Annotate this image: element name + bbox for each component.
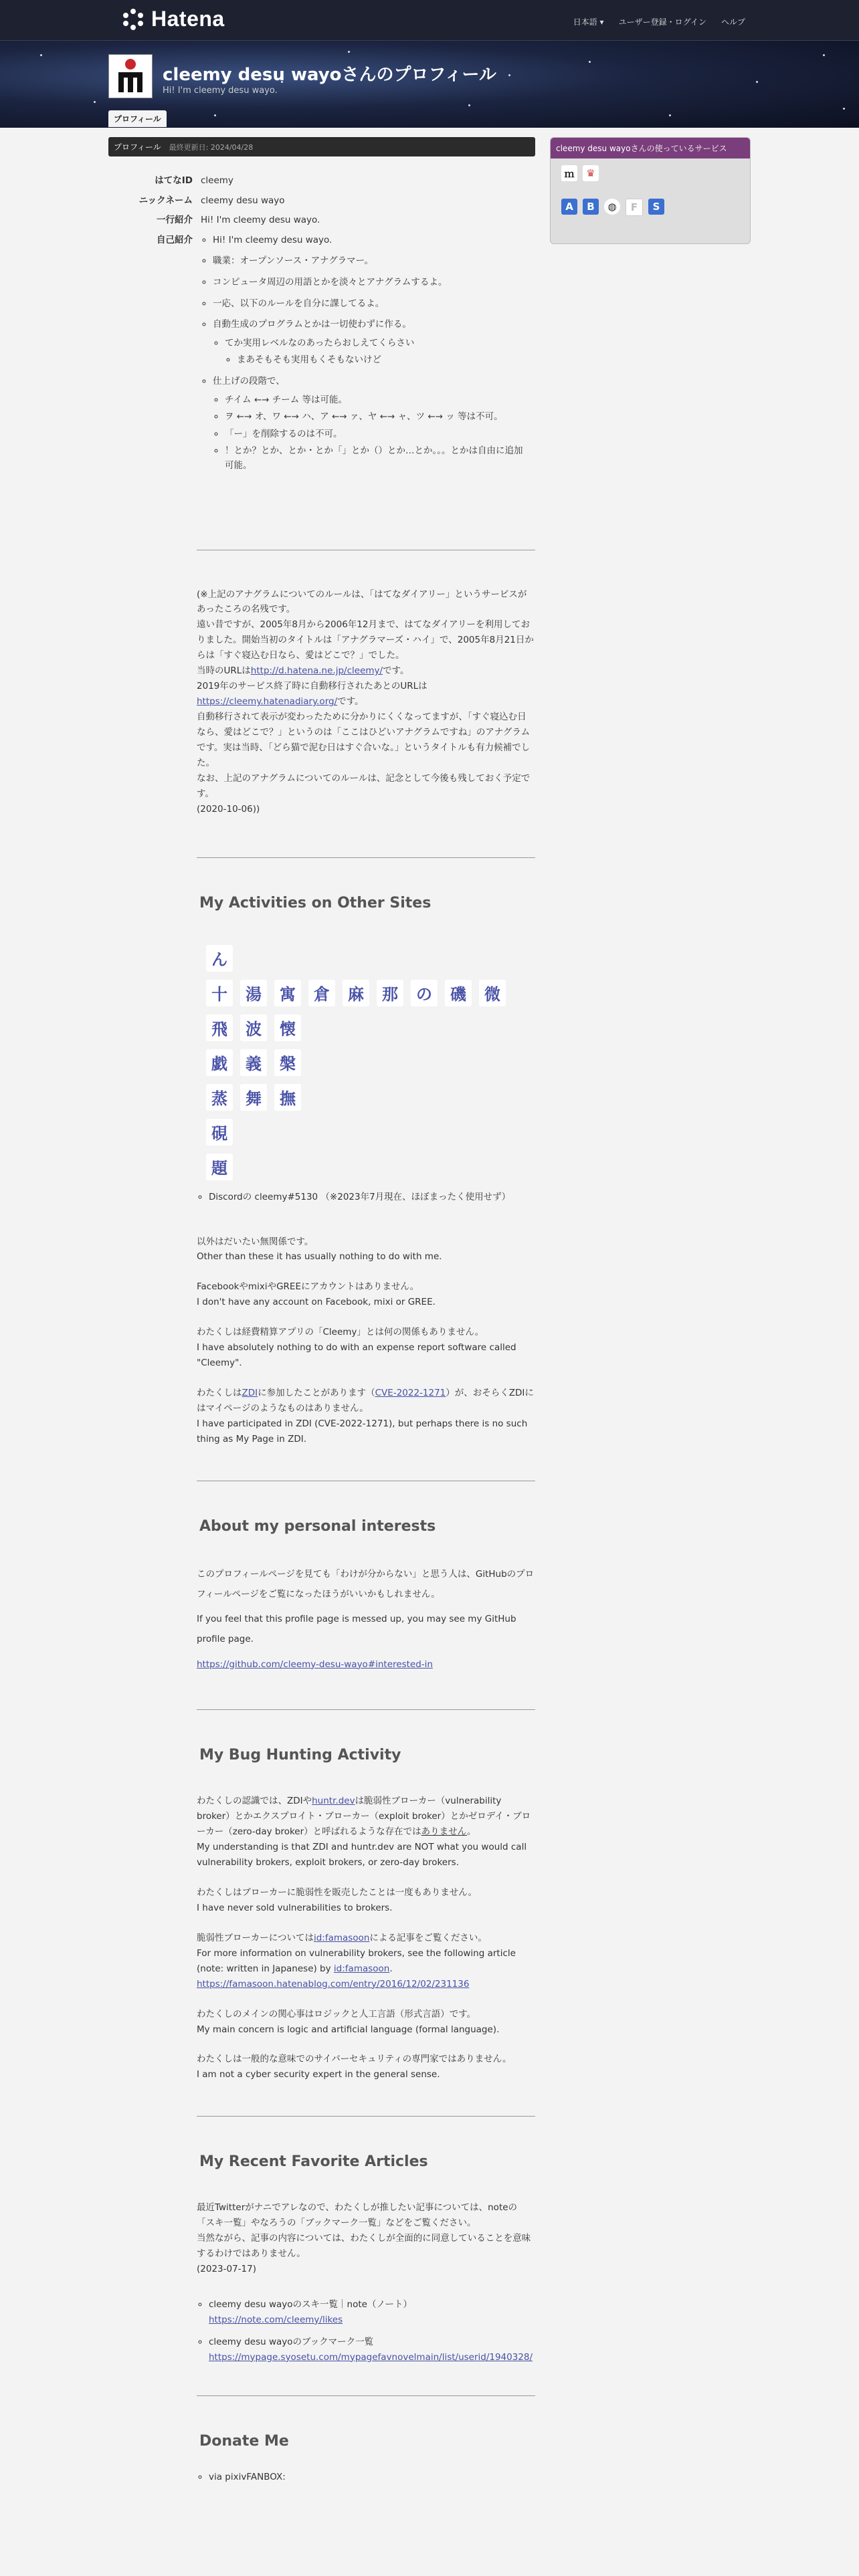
paragraph-en	[197, 1946, 535, 1977]
note-line	[197, 679, 535, 710]
donate-text	[197, 2470, 535, 2485]
tile-row	[206, 1049, 535, 1076]
donate-list	[197, 2470, 535, 2485]
paragraph-en: I have participated in ZDI (CVE-2022-1271), but perhaps there is no such thing as My Page in ZDI.	[197, 1418, 528, 1444]
list-item: ◦ ！とか？とか、とか・とか「」とか（）とか…とか。。。とかは自由に追加可能。	[225, 444, 531, 473]
site-tile[interactable]: 戯	[206, 1049, 233, 1076]
table-row	[108, 171, 535, 191]
list-item: ◦ Discordの cleemy#5130 （※2023年7月現在、ほぼまったく使用せず）	[209, 1190, 535, 1205]
profile-section-label: プロフィール	[114, 142, 161, 152]
github-link[interactable]: https://github.com/cleemy-desu-wayo#interested-in	[197, 1658, 433, 1670]
paragraph-ja	[197, 1386, 535, 1416]
text: による記事をご覧ください。	[369, 1932, 487, 1943]
tile-row	[206, 945, 535, 972]
site-tile[interactable]: 倉	[308, 980, 335, 1006]
main-content	[108, 137, 535, 2485]
text-underlined: ありません	[421, 1826, 467, 1838]
activities-text	[197, 1190, 535, 1447]
site-tile[interactable]: 蒸	[206, 1084, 233, 1111]
paragraph-ja	[197, 1794, 535, 1840]
list-item	[213, 318, 531, 368]
logo-text: Hatena	[151, 7, 225, 31]
diary-archive-link[interactable]: https://cleemy.hatenadiary.org/	[197, 696, 338, 708]
tile-row	[206, 1154, 535, 1180]
text: わたくしの認識では、ZDIや	[197, 1796, 312, 1807]
note-text: です。	[383, 665, 409, 677]
list-item-text: 自動生成のプログラムとかは一切使わずに作る。	[213, 319, 411, 330]
list-item	[209, 2297, 535, 2328]
paragraph-en: I have never sold vulnerabilities to brokers.	[197, 1902, 393, 1913]
text: .	[389, 1963, 393, 1974]
paragraph-ja: わたくしはブローカーに脆弱性を販売したことは一度もありません。	[197, 1887, 478, 1898]
site-tile[interactable]: 磯	[445, 980, 472, 1006]
note-line: 遠い昔ですが、2005年8月から2006年12月まで、はてなダイアリーを利用しておりました。開始当初のタイトルは「アナグラマーズ・ハイ」で、2005年8月21日からは「すぐ寝込む日なら、愛はどこで？」でした。	[197, 619, 534, 661]
list-item	[213, 374, 531, 473]
paragraph-ja: 当然ながら、記事の内容については、わたくしが全面的に同意していることを意味するわけではありません。	[197, 2233, 531, 2260]
tile-row	[206, 1014, 535, 1041]
field-label: はてなID	[155, 175, 193, 186]
field-value: Hi! I'm cleemy desu wayo.	[201, 215, 320, 226]
article-label: cleemy desu wayoのスキ一覧｜note（ノート）	[209, 2299, 413, 2310]
paragraph-ja: 以外はだいたい無関係です。	[197, 1236, 314, 1247]
site-tile[interactable]: 那	[377, 980, 403, 1006]
hatena-diary-note	[197, 587, 535, 817]
register-login-link[interactable]: ユーザー登録・ログイン	[618, 17, 706, 27]
services-header: cleemy desu wayoさんの使っているサービス	[551, 138, 750, 158]
section-heading: About my personal interests	[199, 1517, 436, 1535]
bug-hunting-text	[197, 1794, 535, 2082]
zdi-link[interactable]: ZDI	[242, 1388, 258, 1399]
article-label: cleemy desu wayoのブックマーク一覧	[209, 2336, 374, 2347]
list-item-text: 仕上げの段階で、	[213, 375, 285, 387]
section-heading: My Activities on Other Sites	[199, 894, 432, 911]
site-tile[interactable]: 懐	[274, 1014, 301, 1041]
paragraph-ja: FacebookやmixiやGREEにアカウントはありません。	[197, 1281, 419, 1293]
self-intro	[197, 231, 535, 483]
top-nav-links	[573, 16, 745, 27]
paragraph-en: I don't have any account on Facebook, mixi or GREE.	[197, 1297, 436, 1308]
help-link[interactable]: ヘルプ	[721, 17, 745, 27]
note-text: 当時のURLは	[197, 665, 251, 677]
interests-text	[197, 1565, 535, 1675]
list-item: ◦ 一応、以下のルールを自分に課してるよ。	[213, 297, 531, 312]
paragraph-en: If you feel that this profile page is messed up, you may see my GitHub profile page.	[197, 1614, 516, 1644]
language-selector[interactable]: 日本語 ▾	[573, 17, 604, 27]
articles-list	[197, 2297, 535, 2365]
site-tile[interactable]: 義	[240, 1049, 267, 1076]
site-tile[interactable]: の	[411, 980, 438, 1006]
star-service-icon[interactable]: S	[648, 199, 664, 215]
profile-banner	[0, 41, 859, 128]
intro-list	[201, 233, 531, 473]
huntr-link[interactable]: huntr.dev	[312, 1796, 355, 1807]
site-tile[interactable]: 寓	[274, 980, 301, 1006]
profile-title: cleemy desu wayoさんのプロフィール	[163, 65, 496, 85]
field-value: cleemy	[201, 175, 233, 186]
services-box	[550, 137, 751, 244]
field-value: cleemy desu wayo	[201, 195, 285, 206]
note-line	[197, 663, 535, 679]
list-item: ◦ まあそもそも実用もくそもないけど	[237, 353, 531, 368]
list-item: ◦ 職業：オープンソース・アナグラマー。	[213, 254, 531, 269]
site-tile[interactable]: 硯	[206, 1119, 233, 1146]
list-item: ◦ コンピュータ周辺の用語とかを淡々とアナグラムするよ。	[213, 276, 531, 290]
site-tile[interactable]: 微	[479, 980, 506, 1006]
paragraph-ja: わたくしは一般的な意味でのサイバーセキュリティの専門家ではありません。	[197, 2054, 512, 2065]
text: 脆弱性ブローカーについては	[197, 1932, 314, 1943]
site-tile[interactable]: 湯	[240, 980, 267, 1006]
site-tile[interactable]: 飛	[206, 1014, 233, 1041]
text: に参加したことがあります（	[258, 1388, 375, 1399]
table-row	[108, 231, 535, 483]
paragraph-en: I am not a cyber security expert in the general sense.	[197, 2069, 440, 2080]
crown-service-icon[interactable]: ♛	[583, 165, 599, 181]
old-diary-link[interactable]: http://d.hatena.ne.jp/cleemy/	[250, 665, 383, 677]
list-item: ◦ チイム ←→ チーム 等は可能。	[225, 393, 531, 408]
list-item: ◦ Hi! I'm cleemy desu wayo.	[213, 233, 531, 248]
field-label: 一行紹介	[157, 215, 193, 226]
site-tile[interactable]: 題	[206, 1154, 233, 1180]
anond-service-icon[interactable]: A	[561, 199, 577, 215]
list-item: ◦ ヲ ←→ オ、ワ ←→ ハ、ア ←→ ァ、ヤ ←→ ャ、ツ ←→ ッ 等は不可。	[225, 410, 531, 425]
site-tile[interactable]: 麻	[343, 980, 369, 1006]
note-likes-link[interactable]: https://note.com/cleemy/likes	[209, 2314, 343, 2325]
paragraph-ja: このプロフィールページを見ても「わけが分からない」と思う人は、GitHubのプロフィールページをご覧になったほうがいいかもしれません。	[197, 1568, 535, 1600]
activity-tiles	[206, 945, 535, 1180]
tile-row	[206, 1119, 535, 1146]
site-tile[interactable]: 波	[240, 1014, 267, 1041]
note-text: 2019年のサービス終了時に自動移行されたあとのURLは	[197, 681, 427, 692]
famasoon-link[interactable]: id:famasoon	[313, 1932, 370, 1943]
services-row	[551, 158, 750, 181]
hatena-logo[interactable]	[122, 7, 225, 31]
syosetu-bookmarks-link[interactable]: https://mypage.syosetu.com/mypagefavnovelmain/list/userid/1940328/	[209, 2351, 533, 2363]
famasoon-link[interactable]: id:famasoon	[333, 1963, 390, 1974]
text: For more information on vulnerability brokers, see the following article (note: written in Japanese) by	[197, 1947, 516, 1974]
paragraph-en: My understanding is that ZDI and huntr.dev are NOT what you would call vulnerability brokers, exploit brokers, or zero-day brokers.	[197, 1842, 527, 1868]
tile-row	[206, 1084, 535, 1111]
text: は脆弱性ブローカー（vulnerability broker）とかエクスプロイト・ブローカー（exploit broker）とかゼロデイ・ブローカー（zero-day broker）と呼ばれるような存在では	[197, 1796, 531, 1838]
tile-row	[206, 980, 535, 1006]
table-row	[108, 191, 535, 211]
note-line: (※上記のアナグラムについてのルールは、「はてなダイアリー」というサービスがあったころの名残です。	[197, 588, 527, 615]
text: ）が、おそらくZDIにはマイページのようなものはありません。	[197, 1388, 534, 1414]
profile-section-header	[108, 137, 535, 156]
list-item: ◦ 「ー」を削除するのは不可。	[225, 427, 531, 442]
section-heading: My Bug Hunting Activity	[199, 1747, 401, 1764]
services-row	[551, 181, 750, 216]
note-line: (2020-10-06))	[197, 803, 260, 815]
paragraph-ja	[197, 1931, 535, 1946]
note-line: 自動移行されて表示が変わったために分かりにくくなってますが、「すぐ寝込む日なら、愛はどこで？」というのは「ここはひどいアナグラムですね」のアナグラムです。実は当時、「どら猫で泥む日はすぐ合いな。」というタイトルも有力候補でした。	[197, 712, 531, 768]
top-navigation-bar	[0, 0, 859, 41]
discord-list	[197, 1190, 535, 1205]
paragraph-en: I have absolutely nothing to do with an expense report software called "Cleemy".	[197, 1342, 516, 1369]
text: わたくしは	[197, 1388, 242, 1399]
profile-service-icon[interactable]: ｍ	[561, 165, 577, 181]
cve-link[interactable]: CVE-2022-1271	[375, 1388, 446, 1399]
hatena-logo-icon	[122, 7, 146, 31]
note-text: です。	[337, 696, 364, 708]
site-tile[interactable]: 十	[206, 980, 233, 1006]
profile-info-table	[108, 171, 535, 483]
articles-text	[197, 2200, 535, 2365]
field-label: ニックネーム	[138, 195, 193, 206]
list-item: ◦ てか実用レベルなのあったらおしえてくらさい	[225, 336, 531, 351]
paragraph-en: Other than these it has usually nothing to do with me.	[197, 1251, 442, 1263]
famasoon-article-link[interactable]: https://famasoon.hatenablog.com/entry/2016/12/02/231136	[197, 1978, 470, 1990]
paragraph-en: My main concern is logic and artificial language (formal language).	[197, 2024, 500, 2035]
paragraph-ja: わたくしのメインの関心事はロジックと人工言語（形式言語）です。	[197, 2008, 476, 2020]
list-item: ◦ via pixivFANBOX:	[209, 2470, 535, 2485]
site-tile[interactable]: ん	[206, 945, 233, 972]
site-tile[interactable]: 撫	[274, 1084, 301, 1111]
fotolife-service-icon[interactable]: F	[626, 199, 643, 216]
paragraph-ja: わたくしは経費精算アプリの「Cleemy」とは何の関係もありません。	[197, 1327, 484, 1338]
site-tile[interactable]: 舞	[240, 1084, 267, 1111]
tab-profile[interactable]: プロフィール	[108, 110, 167, 127]
blog-service-icon[interactable]: ◍	[604, 199, 620, 215]
section-heading: My Recent Favorite Articles	[199, 2153, 428, 2171]
avatar-icon	[109, 55, 152, 98]
last-updated: 最終更新日: 2024/04/28	[169, 143, 254, 152]
paragraph-ja: 最近Twitterがナニでアレなので、わたくしが推したい記事については、noteの「スキ一覧」やなろうの「ブックマーク一覧」などをご覧ください。	[197, 2202, 518, 2229]
site-tile[interactable]: 槃	[274, 1049, 301, 1076]
section-heading: Donate Me	[199, 2432, 289, 2450]
text: 。	[466, 1826, 476, 1838]
sidebar	[550, 137, 751, 244]
field-label: 自己紹介	[157, 234, 193, 245]
list-item	[209, 2335, 535, 2365]
table-row	[108, 211, 535, 231]
bookmark-service-icon[interactable]: B	[583, 199, 599, 215]
note-line: なお、上記のアナグラムについてのルールは、記念として今後も残しておく予定です。	[197, 772, 531, 799]
date: (2023-07-17)	[197, 2264, 256, 2275]
profile-subtitle: Hi! I'm cleemy desu wayo.	[163, 86, 278, 96]
user-avatar[interactable]	[108, 54, 153, 98]
